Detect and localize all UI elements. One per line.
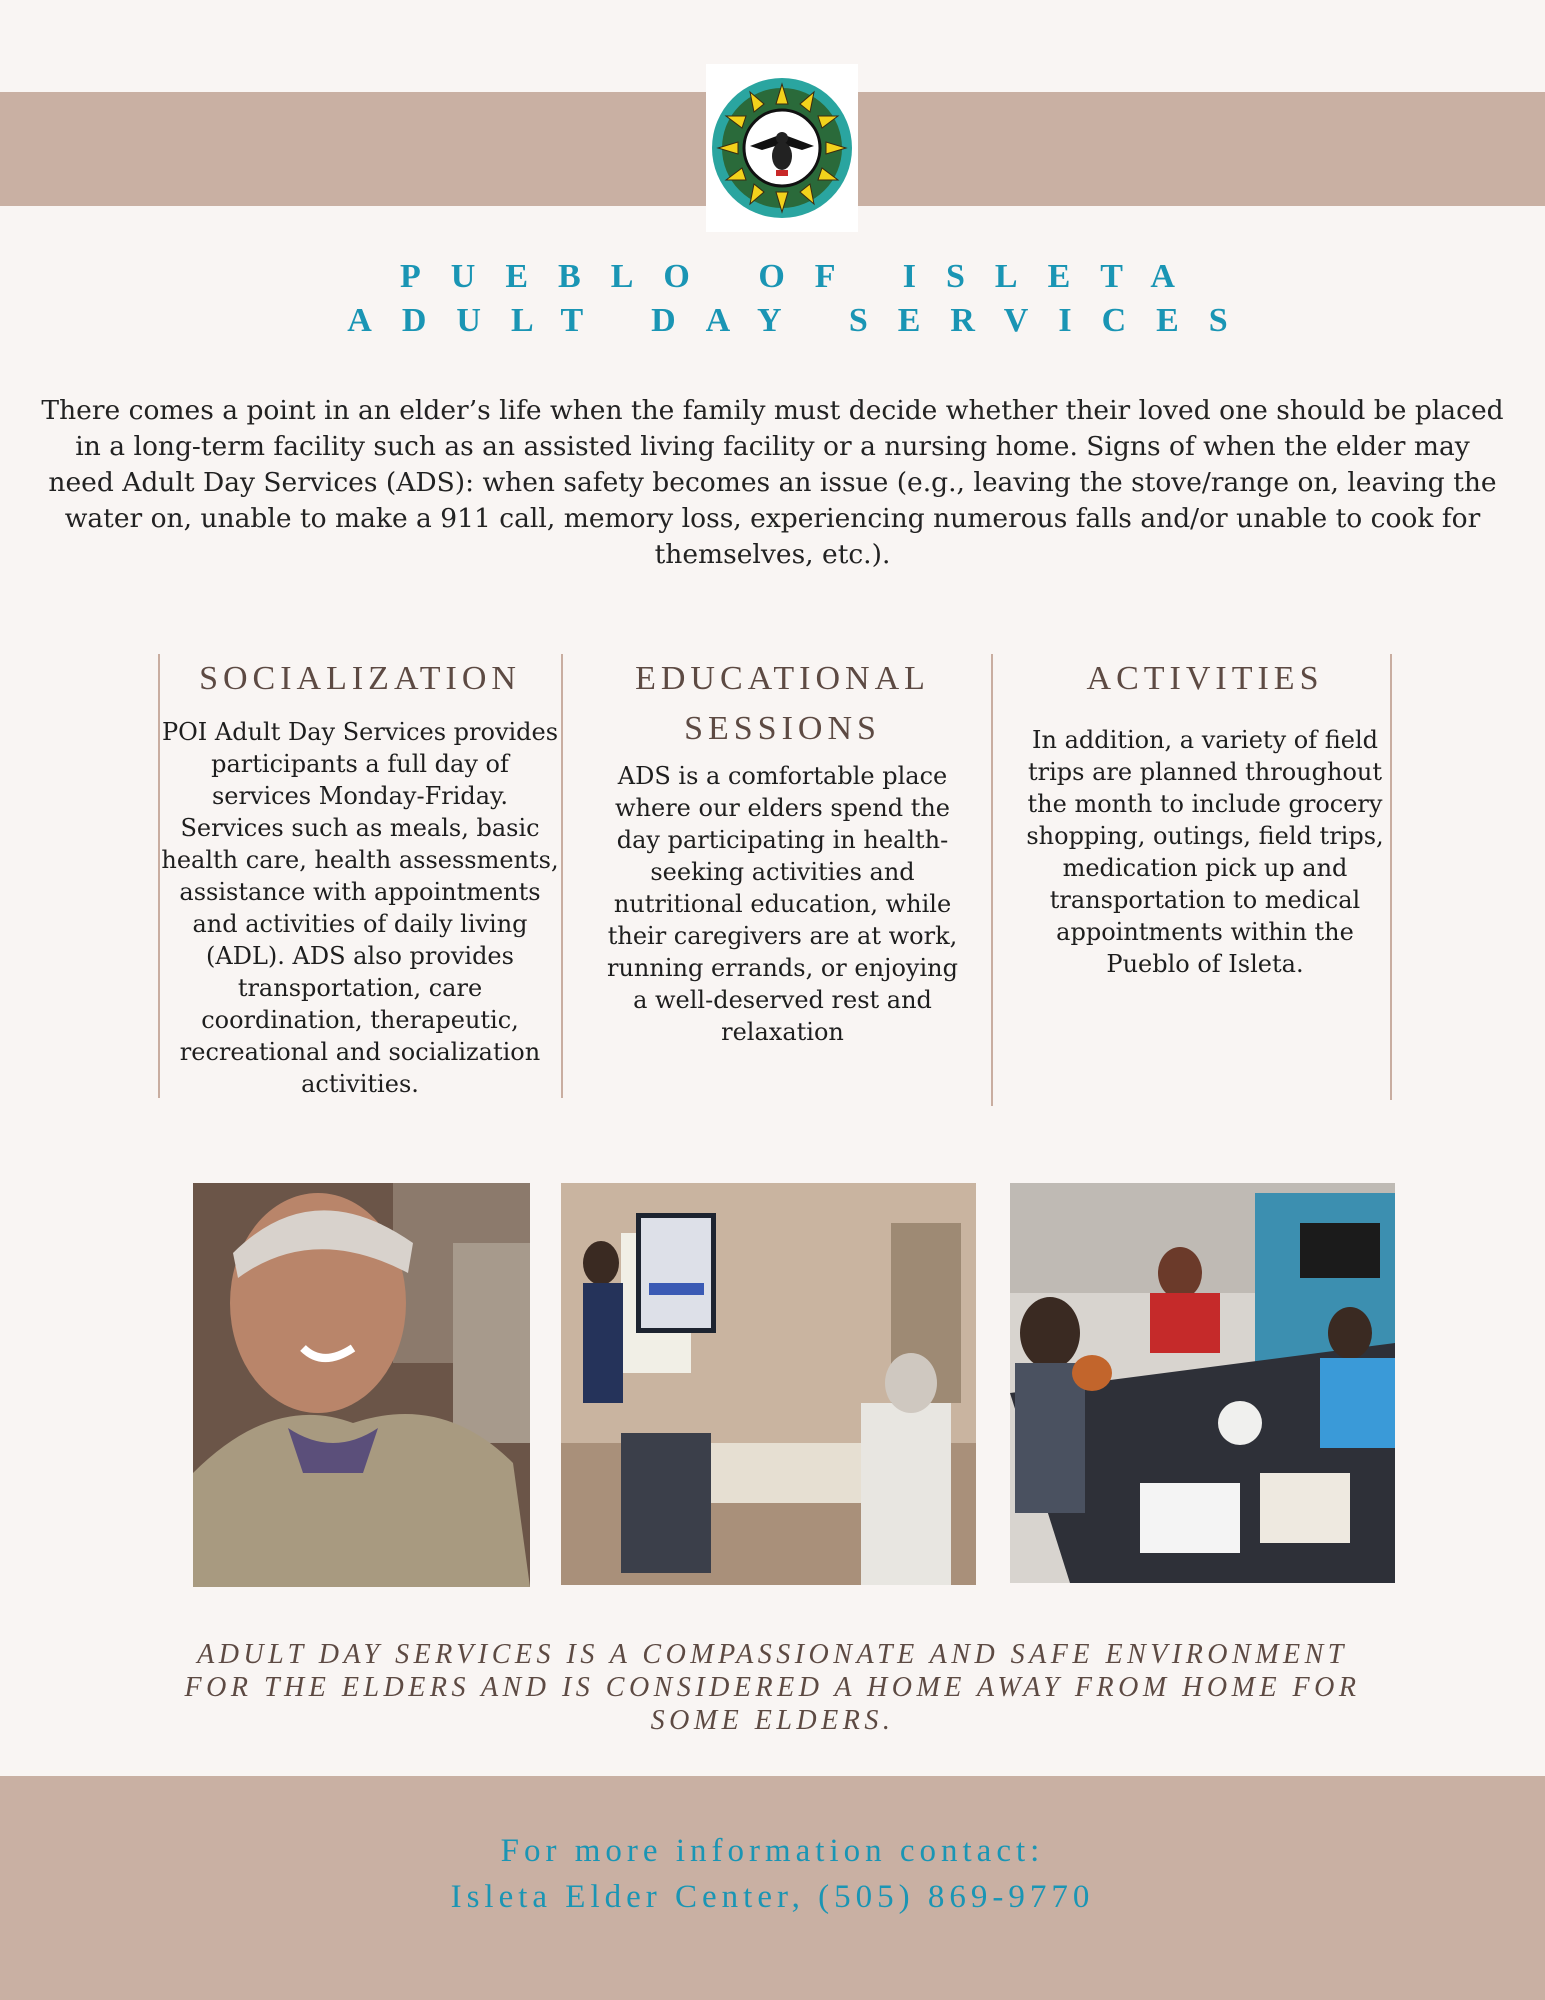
seal-icon [706,64,858,232]
educational-sessions-heading: EDUCATIONAL SESSIONS [635,660,930,747]
intro-paragraph: There comes a point in an elder’s life when the family must decide whether their loved one should be placed in a long-term facility such as an assisted living facility or a nursing home. Signs of when the elder may need Adult Day Services (ADS): when safety becomes an issue (e.g., leaving the stove/range on, leaving the water on, unable to make a 911 call, memory loss, experiencing numerous falls and/or unable to cook for themselves, etc.). [41,395,1504,570]
column-divider [991,654,993,1106]
activities-text: In addition, a variety of field trips are planned throughout the month to include grocery shopping, outings, field trips, medication pick up and transportation to medical appointments within the Pueblo of Isleta. [1026,726,1384,978]
educational-session-photo [561,1183,976,1585]
contact-line-1: For more information contact: [500,1833,1045,1869]
activities-photo [1010,1183,1395,1583]
activities-heading: ACTIVITIES [1086,660,1324,697]
title-line-1: PUEBLO OF ISLETA [400,258,1205,295]
column-divider [561,654,563,1098]
column-divider [1390,654,1392,1100]
socialization-heading: SOCIALIZATION [199,660,521,697]
activities-column [1025,654,1385,980]
educational-sessions-column [600,654,965,1048]
contact-line-2: Isleta Elder Center, (505) 869-9770 [450,1879,1095,1915]
socialization-column [160,654,560,1100]
educational-sessions-text: ADS is a comfortable place where our elders spend the day participating in health-seeking activities and nutritional education, while their caregivers are at work, running errands, or enjoying a well-deserved rest and relaxation [607,762,958,1046]
elder-portrait-photo [193,1183,530,1587]
pueblo-seal-logo [706,64,858,232]
socialization-text: POI Adult Day Services provides participants a full day of services Monday-Friday. Services such as meals, basic health care, health assessments, assistance with appointments and activities of daily living (ADL). ADS also provides transportation, care coordination, therapeutic, recreational and socialization activities. [161,718,559,1098]
title-line-2: ADULT DAY SERVICES [347,302,1258,339]
tagline: ADULT DAY SERVICES IS A COMPASSIONATE AND SAFE ENVIRONMENT FOR THE ELDERS AND IS CONSIDERED A HOME AWAY FROM HOME FOR SOME ELDERS. [184,1639,1361,1736]
